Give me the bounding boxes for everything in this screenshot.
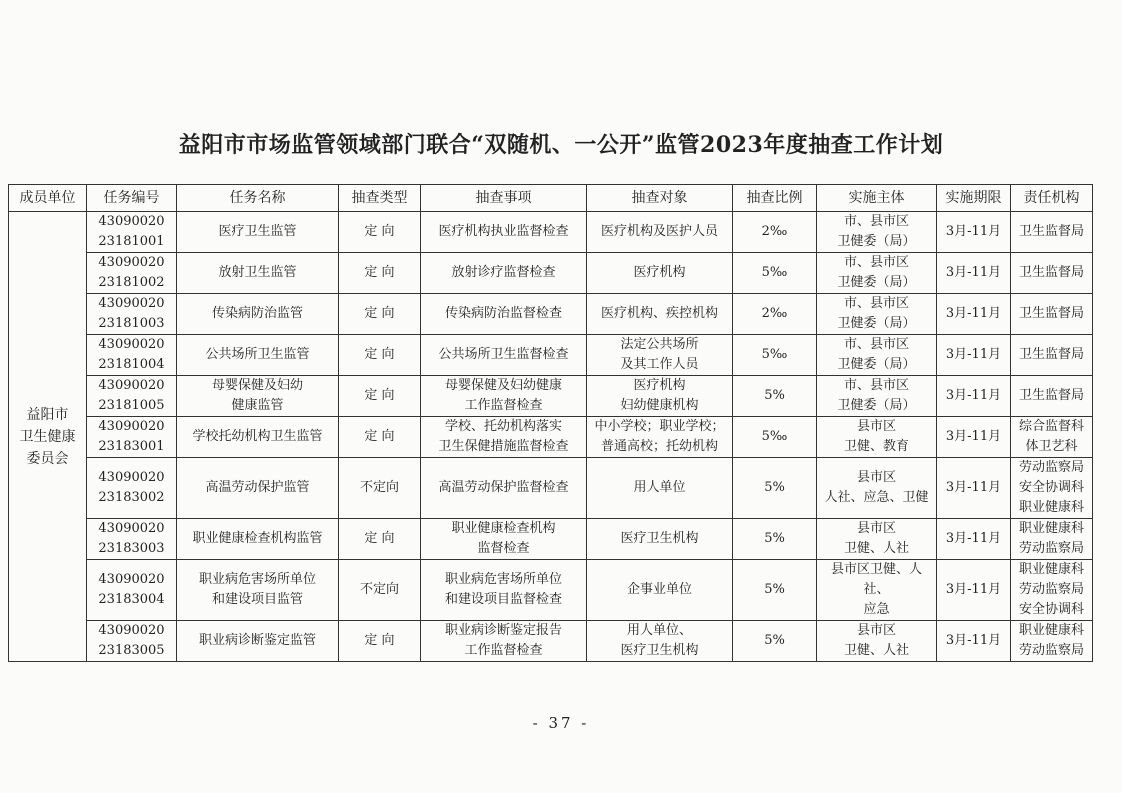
check-ratio-cell: 5‰ [733,335,817,376]
check-ratio-cell: 5% [733,458,817,519]
implementer-cell: 县市区 卫健、人社 [817,519,937,560]
check-ratio-cell: 2‰ [733,212,817,253]
implementer-cell: 市、县市区 卫健委（局） [817,294,937,335]
check-ratio-cell: 5% [733,519,817,560]
check-type-cell: 不定向 [339,560,421,621]
responsible-org-cell: 卫生监督局 [1011,376,1093,417]
check-item-cell: 母婴保健及妇幼健康 工作监督检查 [421,376,587,417]
check-type-cell: 定 向 [339,621,421,662]
responsible-org-cell: 卫生监督局 [1011,212,1093,253]
task-code-cell: 43090020 23181002 [87,253,177,294]
task-code-cell: 43090020 23181005 [87,376,177,417]
task-code-cell: 43090020 23183004 [87,560,177,621]
page-title: 益阳市市场监管领域部门联合“双随机、一公开”监管2023年度抽查工作计划 [178,132,944,158]
period-cell: 3月-11月 [937,560,1011,621]
check-type-cell: 定 向 [339,212,421,253]
implementer-cell: 市、县市区 卫健委（局） [817,253,937,294]
col-header-responsible-org: 责任机构 [1011,185,1093,212]
task-code-cell: 43090020 23183001 [87,417,177,458]
period-cell: 3月-11月 [937,519,1011,560]
task-name-cell: 传染病防治监管 [177,294,339,335]
task-name-cell: 医疗卫生监管 [177,212,339,253]
check-item-cell: 学校、托幼机构落实 卫生保健措施监督检查 [421,417,587,458]
task-name-cell: 职业病危害场所单位 和建设项目监管 [177,560,339,621]
task-name-cell: 职业健康检查机构监管 [177,519,339,560]
col-header-task-name: 任务名称 [177,185,339,212]
check-target-cell: 用人单位 [587,458,733,519]
implementer-cell: 市、县市区 卫健委（局） [817,212,937,253]
check-item-cell: 传染病防治监督检查 [421,294,587,335]
check-type-cell: 定 向 [339,294,421,335]
check-ratio-cell: 5% [733,560,817,621]
col-header-check-type: 抽查类型 [339,185,421,212]
check-type-cell: 定 向 [339,519,421,560]
task-name-cell: 放射卫生监管 [177,253,339,294]
period-cell: 3月-11月 [937,458,1011,519]
table-row [9,294,1093,335]
responsible-org-cell: 卫生监督局 [1011,294,1093,335]
table-row [9,335,1093,376]
check-target-cell: 医疗卫生机构 [587,519,733,560]
check-item-cell: 放射诊疗监督检查 [421,253,587,294]
task-code-cell: 43090020 23183005 [87,621,177,662]
task-name-cell: 高温劳动保护监管 [177,458,339,519]
responsible-org-cell: 卫生监督局 [1011,335,1093,376]
check-item-cell: 职业病诊断鉴定报告 工作监督检查 [421,621,587,662]
task-name-cell: 公共场所卫生监管 [177,335,339,376]
col-header-check-ratio: 抽查比例 [733,185,817,212]
check-type-cell: 定 向 [339,253,421,294]
check-target-cell: 用人单位、 医疗卫生机构 [587,621,733,662]
check-type-cell: 定 向 [339,417,421,458]
check-target-cell: 医疗机构 妇幼健康机构 [587,376,733,417]
responsible-org-cell: 职业健康科 劳动监察局 [1011,519,1093,560]
implementer-cell: 县市区 人社、应急、卫健 [817,458,937,519]
implementer-cell: 县市区 卫健、教育 [817,417,937,458]
check-item-cell: 高温劳动保护监督检查 [421,458,587,519]
responsible-org-cell: 职业健康科 劳动监察局 安全协调科 [1011,560,1093,621]
implementer-cell: 市、县市区 卫健委（局） [817,376,937,417]
col-header-task-code: 任务编号 [87,185,177,212]
col-header-check-item: 抽查事项 [421,185,587,212]
table-row [9,417,1093,458]
period-cell: 3月-11月 [937,621,1011,662]
check-item-cell: 职业健康检查机构 监督检查 [421,519,587,560]
task-code-cell: 43090020 23181004 [87,335,177,376]
responsible-org-cell: 卫生监督局 [1011,253,1093,294]
table-row [9,458,1093,519]
check-target-cell: 医疗机构、疾控机构 [587,294,733,335]
responsible-org-cell: 劳动监察局 安全协调科 职业健康科 [1011,458,1093,519]
check-item-cell: 公共场所卫生监督检查 [421,335,587,376]
task-name-cell: 母婴保健及妇幼 健康监管 [177,376,339,417]
plan-table [8,184,1093,662]
period-cell: 3月-11月 [937,294,1011,335]
task-code-cell: 43090020 23183002 [87,458,177,519]
responsible-org-cell: 综合监督科 体卫艺科 [1011,417,1093,458]
task-name-cell: 学校托幼机构卫生监管 [177,417,339,458]
period-cell: 3月-11月 [937,376,1011,417]
col-header-period: 实施期限 [937,185,1011,212]
check-target-cell: 中小学校；职业学校； 普通高校；托幼机构 [587,417,733,458]
check-type-cell: 定 向 [339,335,421,376]
check-item-cell: 职业病危害场所单位 和建设项目监督检查 [421,560,587,621]
table-row [9,376,1093,417]
check-ratio-cell: 5‰ [733,253,817,294]
check-ratio-cell: 2‰ [733,294,817,335]
period-cell: 3月-11月 [937,212,1011,253]
table-row [9,253,1093,294]
check-target-cell: 医疗机构及医护人员 [587,212,733,253]
col-header-member-unit: 成员单位 [9,185,87,212]
col-header-implementer: 实施主体 [817,185,937,212]
task-code-cell: 43090020 23181001 [87,212,177,253]
check-item-cell: 医疗机构执业监督检查 [421,212,587,253]
responsible-org-cell: 职业健康科 劳动监察局 [1011,621,1093,662]
period-cell: 3月-11月 [937,417,1011,458]
period-cell: 3月-11月 [937,335,1011,376]
col-header-check-target: 抽查对象 [587,185,733,212]
task-code-cell: 43090020 23181003 [87,294,177,335]
period-cell: 3月-11月 [937,253,1011,294]
implementer-cell: 县市区 卫健、人社 [817,621,937,662]
page-number: - 37 - [532,714,590,732]
check-ratio-cell: 5% [733,621,817,662]
check-ratio-cell: 5% [733,376,817,417]
table-row [9,519,1093,560]
check-target-cell: 企事业单位 [587,560,733,621]
task-code-cell: 43090020 23183003 [87,519,177,560]
task-name-cell: 职业病诊断鉴定监管 [177,621,339,662]
header-row [9,185,1093,212]
implementer-cell: 县市区卫健、人社、 应急 [817,560,937,621]
member-unit-cell: 益阳市 卫生健康 委员会 [9,212,87,662]
check-target-cell: 医疗机构 [587,253,733,294]
check-target-cell: 法定公共场所 及其工作人员 [587,335,733,376]
check-ratio-cell: 5‰ [733,417,817,458]
check-type-cell: 不定向 [339,458,421,519]
check-type-cell: 定 向 [339,376,421,417]
table-row [9,212,1093,253]
table-row [9,560,1093,621]
implementer-cell: 市、县市区 卫健委（局） [817,335,937,376]
table-row [9,621,1093,662]
